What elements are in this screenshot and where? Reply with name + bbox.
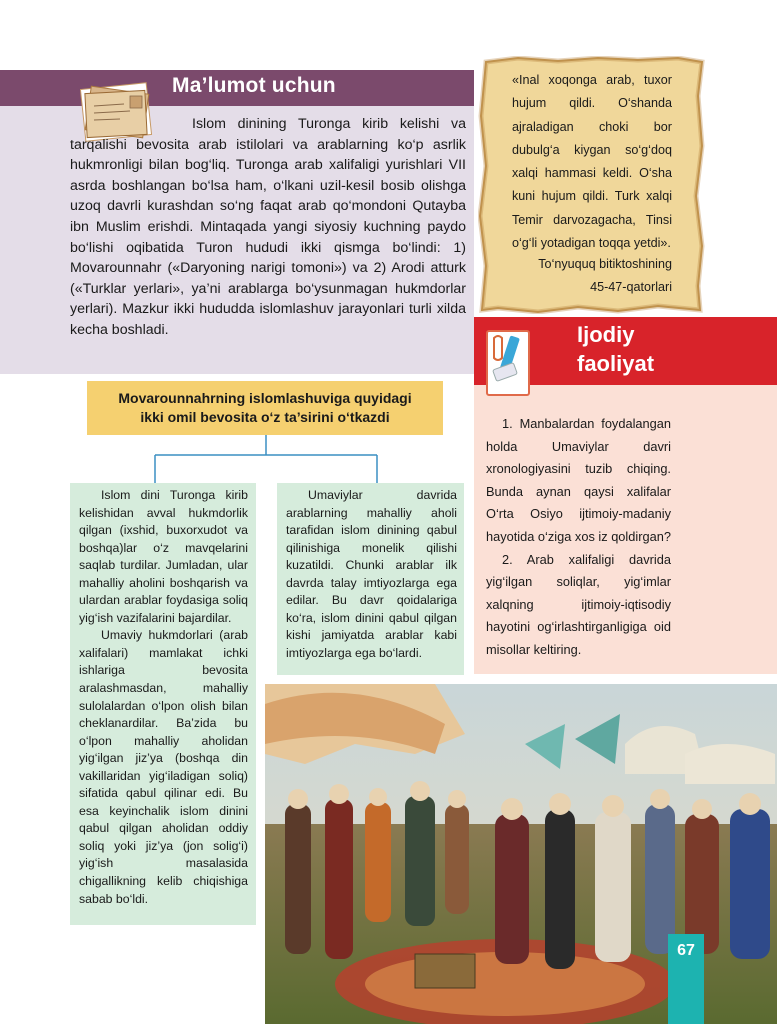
page-number: 67 [677, 942, 695, 959]
diagram-right-paragraph: Umaviylar davrida arablarning mahalliy aholi tarafidan islom dinining qabul qilinishiga monelik qilishi kuzatildi. Chunki arablar ilk davrda talay imtiyozlarga ega edilar. Bu davr qoidalariga ko‘ra, islom dinini qabul qilgan kishi jamiyatda arablar kabi imtiyozlarga ega bo‘lardi. [286, 488, 457, 660]
diagram-title-line1: Movarounnahrning islomlashuviga quyidagi [118, 390, 412, 406]
task-item-2: 2. Arab xalifaligi davrida yig‘ilgan soliqlar, yig‘imlar xalqning ijtimoiy-iqtisodiy hayotini og‘irlashtirganligiga oid misollar keltiring. [486, 551, 671, 657]
quote-source [498, 253, 672, 299]
diagram-connector [150, 435, 382, 485]
quote-source-line1: To‘nyuquq bitiktoshining [538, 257, 672, 271]
task-title-line1: Ijodiy [577, 322, 635, 347]
task-item-1: 1. Manbalardan foydalangan holda Umaviylar davri xronologiyasini tuzib chiqing. Bunda aynan qaysi xalifalar O‘rta Osiyo ijtimoiy-madaniy hayotida o‘ziga xos iz qoldirgan? [486, 416, 671, 544]
diagram-left-paragraph-1: Islom dini Turonga kirib kelishidan avval hukmdorlik qilgan (ixshid, buxorxudot va boshqa)lar o‘z mavqelarini saqlab turdilar. Jumladan, ular mahalliy aholini boshqarish va ulardan arablar foydasiga soliq yig‘ish vazifalarini bajardilar. [79, 488, 248, 625]
diagram-title [87, 381, 443, 435]
task-title [577, 320, 697, 378]
diagram-box-right [277, 483, 464, 675]
info-text [70, 114, 466, 341]
diagram-box-left [70, 483, 256, 925]
task-title-line2: faoliyat [577, 351, 655, 376]
info-title: Ma’lumot uchun [172, 74, 336, 97]
quote-text: «Inal xoqonga arab, tuxor hujum qildi. O‘shanda ajraladigan choki bor dubulg‘a kiygan so‘g‘doq xalqi hammasi keldi. O‘sha kuni hujum qildi. Turk xalqi Temir darvozagacha, Tinsi o‘g‘li yotadigan toqqa yetdi». [512, 73, 672, 251]
info-paragraph: Islom dinining Turonga kirib kelishi va tarqalishi bevosita arab istilolari va arablarning ko‘p asrlik hukmronligi bilan bog‘liq. Turonga arab xalifaligi yurishlari VII asrda boshlangan bo‘lsa ham, o‘lkani uzil-kesil bosib olishga uzoq davrli kurashdan so‘ng faqat arab qo‘mondoni Qutayba ibn Muslim erishdi. Mintaqada yangi siyosiy kuchning paydo bo‘lishi oqibatida Turon hududi ikki qismga bo‘lindi: 1) Movarounnahr («Daryoning narigi tomoni») va 2) Arodi atturk («Turklar yerlari», ya’ni arablarga bo‘ysunmagan hukmdorlar yerlari). Mazkur ikki hududda islomlashuv jarayonlari turli xilda kecha boshladi. [70, 116, 466, 338]
task-text [486, 413, 671, 662]
diagram-title-line2: ikki omil bevosita o‘z ta’sirini o‘tkazdi [140, 409, 390, 425]
quote-source-line2: 45-47-qatorlari [590, 280, 672, 294]
diagram-left-paragraph-2: Umaviy hukmdorlari (arab xalifalari) mamlakat ichki ishlariga bevosita aralashmasdan, mahalliy sulolalardan o‘lpon olish bilan cheklanardilar. Ba’zida bu o‘lpon mahalliy aholidan yig‘ilgan jiz’ya (boshqa din vakillaridan yig‘iladigan soliq) sifatida qabul qilinar edi. Bu esa keyinchalik islom dinini qabul qilgan aholidan oddiy soliq yoki jiz’ya (jon solig‘i) yig‘ish masalasida chigallikning kelib chiqishiga sabab bo‘ldi. [79, 628, 248, 906]
stationery-icon [486, 330, 530, 396]
